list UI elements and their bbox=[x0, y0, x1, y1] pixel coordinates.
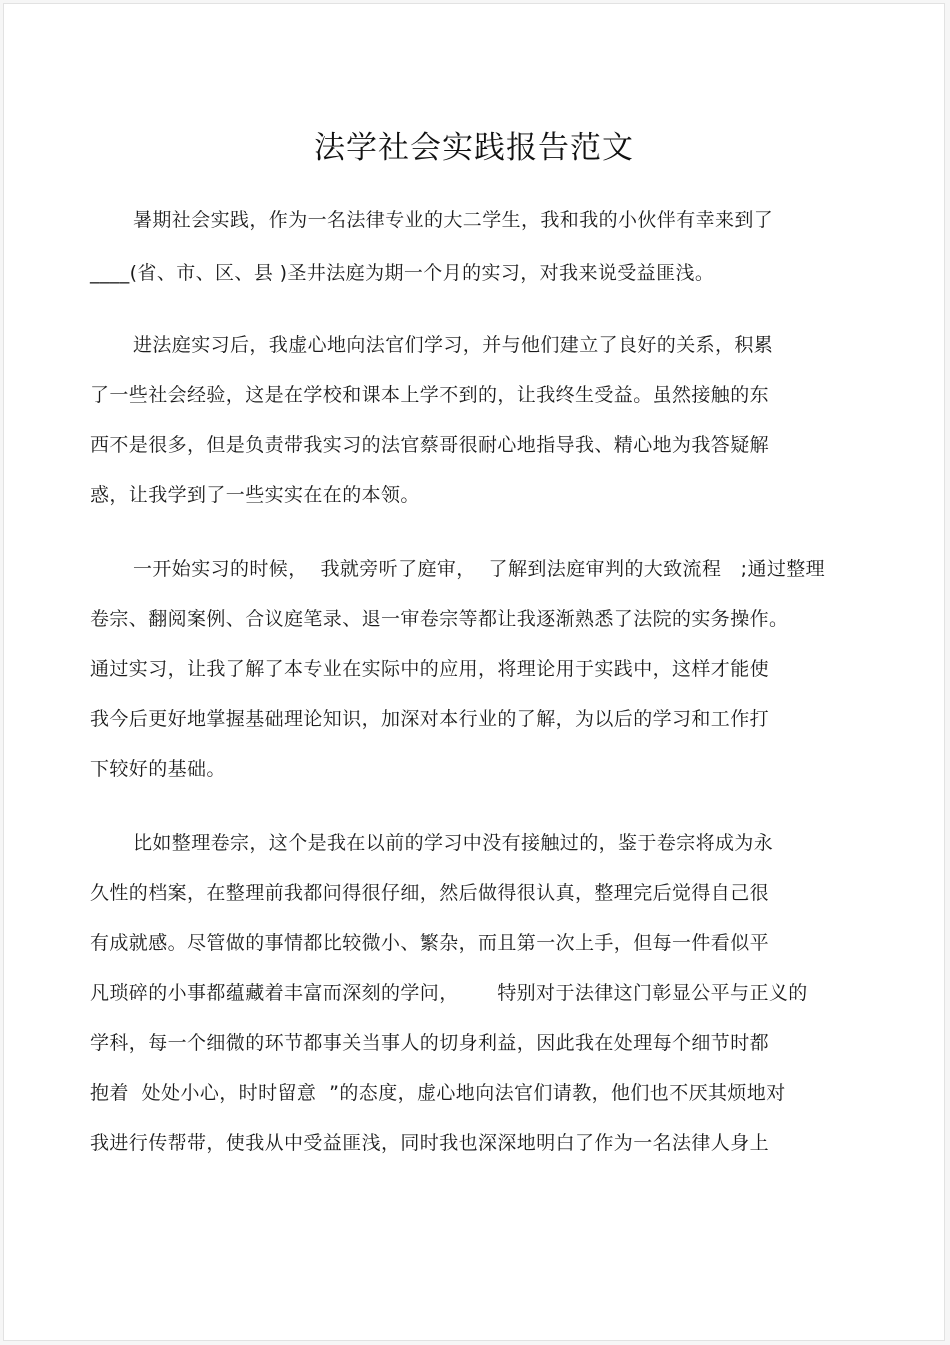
paragraph-2-line-4: 惑，让我学到了一些实实在在的本领。 bbox=[90, 484, 420, 506]
paragraph-3-line-2: 卷宗、翻阅案例、合议庭笔录、退一审卷宗等都让我逐渐熟悉了法院的实务操作。 bbox=[90, 608, 789, 630]
paragraph-1-line-1: 暑期社会实践，作为一名法律专业的大二学生，我和我的小伙伴有幸来到了 bbox=[133, 209, 774, 231]
paragraph-4-line-6: 抱着 处处小心，时时留意 ”的态度，虚心地向法官们请教，他们也不厌其烦地对 bbox=[90, 1082, 786, 1104]
paragraph-4-line-7: 我进行传帮带，使我从中受益匪浅，同时我也深深地明白了作为一名法律人身上 bbox=[90, 1132, 770, 1154]
paragraph-3-line-5: 下较好的基础。 bbox=[90, 758, 226, 780]
paragraph-4-line-5: 学科，每一个细微的环节都事关当事人的切身利益，因此我在处理每个细节时都 bbox=[90, 1032, 770, 1054]
paragraph-4-line-1: 比如整理卷宗，这个是我在以前的学习中没有接触过的，鉴于卷宗将成为永 bbox=[133, 832, 774, 854]
paragraph-4-line-3: 有成就感。尽管做的事情都比较微小、繁杂，而且第一次上手，但每一件看似平 bbox=[90, 932, 770, 954]
document-page bbox=[3, 3, 945, 1341]
paragraph-3-line-4: 我今后更好地掌握基础理论知识，加深对本行业的了解，为以后的学习和工作打 bbox=[90, 708, 770, 730]
paragraph-3-line-3: 通过实习，让我了解了本专业在实际中的应用，将理论用于实践中，这样才能使 bbox=[90, 658, 770, 680]
paragraph-2-line-1: 进法庭实习后，我虚心地向法官们学习，并与他们建立了良好的关系，积累 bbox=[133, 334, 774, 356]
paragraph-1-line-2: ____(省、市、区、县 )圣井法庭为期一个月的实习，对我来说受益匪浅。 bbox=[90, 262, 715, 284]
paragraph-4-line-4: 凡琐碎的小事都蕴藏着丰富而深刻的学问， 特别对于法律这门彰显公平与正义的 bbox=[90, 982, 808, 1004]
paragraph-3-line-1: 一开始实习的时候， 我就旁听了庭审， 了解到法庭审判的大致流程 ;通过整理 bbox=[133, 558, 826, 580]
paragraph-4-line-2: 久性的档案，在整理前我都问得很仔细，然后做得很认真，整理完后觉得自己很 bbox=[90, 882, 770, 904]
paragraph-2-line-2: 了一些社会经验，这是在学校和课本上学不到的，让我终生受益。虽然接触的东 bbox=[90, 384, 770, 406]
paragraph-2-line-3: 西不是很多，但是负责带我实习的法官蔡哥很耐心地指导我、精心地为我答疑解 bbox=[90, 434, 770, 456]
document-title: 法学社会实践报告范文 bbox=[314, 130, 634, 166]
